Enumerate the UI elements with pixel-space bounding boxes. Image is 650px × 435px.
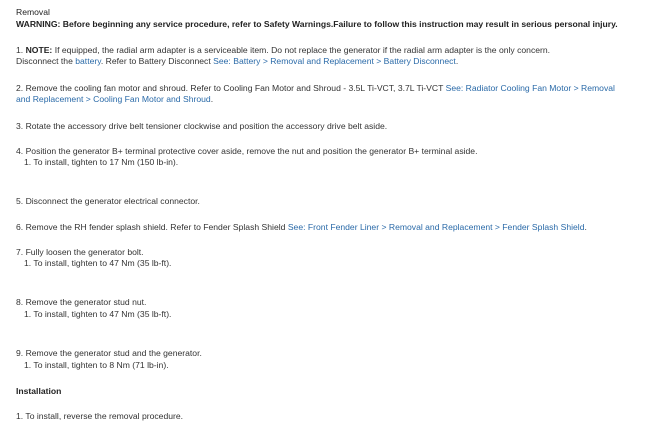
step-text: Fully loosen the generator bolt. bbox=[25, 247, 144, 257]
step-text: Disconnect the bbox=[16, 56, 73, 66]
substep-text: To install, tighten to 47 Nm (35 lb-ft). bbox=[33, 309, 172, 319]
step-text: Position the generator B+ terminal protective cover aside, remove the nut and position the generator B+ terminal aside. bbox=[25, 146, 478, 156]
step-number: 6. bbox=[16, 222, 24, 232]
step-2-line-2 bbox=[16, 94, 213, 105]
step-7-substep bbox=[24, 258, 171, 269]
step-text: If equipped, the radial arm adapter is a serviceable item. Do not replace the generator if the radial arm adapter is the only concern. bbox=[54, 45, 551, 55]
step-6 bbox=[16, 222, 587, 233]
substep-number: 1. bbox=[24, 258, 32, 268]
step-text: Rotate the accessory drive belt tensioner clockwise and position the accessory drive belt aside. bbox=[25, 121, 388, 131]
period: . bbox=[455, 56, 459, 66]
step-number: 9. bbox=[16, 348, 24, 358]
installation-heading: Installation bbox=[16, 386, 62, 396]
substep-text: To install, tighten to 17 Nm (150 lb-in). bbox=[33, 157, 179, 167]
substep-number: 1. bbox=[24, 157, 32, 167]
substep-number: 1. bbox=[24, 309, 32, 319]
fender-splash-shield-link[interactable]: See: Front Fender Liner > Removal and Replacement > Fender Splash Shield bbox=[287, 222, 585, 232]
step-text: . Refer to Battery Disconnect bbox=[100, 56, 211, 66]
step-text: Remove the cooling fan motor and shroud. Refer to Cooling Fan Motor and Shroud - 3.5L Ti-VCT, 3.7L Ti-VCT bbox=[25, 83, 444, 93]
cooling-fan-link-continued[interactable]: and Replacement > Cooling Fan Motor and Shroud bbox=[16, 94, 211, 104]
step-number: 7. bbox=[16, 247, 24, 257]
period: . bbox=[210, 94, 214, 104]
step-text: Remove the generator stud and the generator. bbox=[25, 348, 202, 358]
step-8-substep bbox=[24, 309, 171, 320]
substep-number: 1. bbox=[24, 360, 32, 370]
step-1 bbox=[16, 45, 550, 56]
install-step-1 bbox=[16, 411, 183, 422]
step-number: 8. bbox=[16, 297, 24, 307]
step-number: 5. bbox=[16, 196, 24, 206]
substep-text: To install, tighten to 47 Nm (35 lb-ft). bbox=[33, 258, 172, 268]
step-9 bbox=[16, 348, 202, 359]
step-text: Remove the generator stud nut. bbox=[25, 297, 147, 307]
battery-link[interactable]: battery bbox=[75, 56, 101, 66]
step-text: Disconnect the generator electrical connector. bbox=[25, 196, 200, 206]
step-9-substep bbox=[24, 360, 169, 371]
step-number: 2. bbox=[16, 83, 24, 93]
step-text: To install, reverse the removal procedure. bbox=[25, 411, 184, 421]
step-text: Remove the RH fender splash shield. Refer to Fender Splash Shield bbox=[25, 222, 286, 232]
step-number: 3. bbox=[16, 121, 24, 131]
step-2 bbox=[16, 83, 615, 94]
cooling-fan-link[interactable]: See: Radiator Cooling Fan Motor > Removal bbox=[445, 83, 615, 93]
period: . bbox=[584, 222, 587, 232]
removal-heading: Removal bbox=[16, 7, 50, 17]
step-5 bbox=[16, 196, 200, 207]
step-3 bbox=[16, 121, 387, 132]
step-number: 1. bbox=[16, 411, 24, 421]
step-4 bbox=[16, 146, 477, 157]
substep-text: To install, tighten to 8 Nm (71 lb-in). bbox=[33, 360, 169, 370]
note-label: NOTE: bbox=[25, 45, 53, 55]
step-number: 1. bbox=[16, 45, 24, 55]
step-8 bbox=[16, 297, 146, 308]
step-1-line-2 bbox=[16, 56, 458, 67]
battery-disconnect-link[interactable]: See: Battery > Removal and Replacement > Battery Disconnect bbox=[213, 56, 456, 66]
step-7 bbox=[16, 247, 144, 258]
step-4-substep bbox=[24, 157, 178, 168]
safety-warning: WARNING: Before beginning any service procedure, refer to Safety Warnings.Failure to follow this instruction may result in serious personal injury. bbox=[16, 19, 618, 29]
step-number: 4. bbox=[16, 146, 24, 156]
